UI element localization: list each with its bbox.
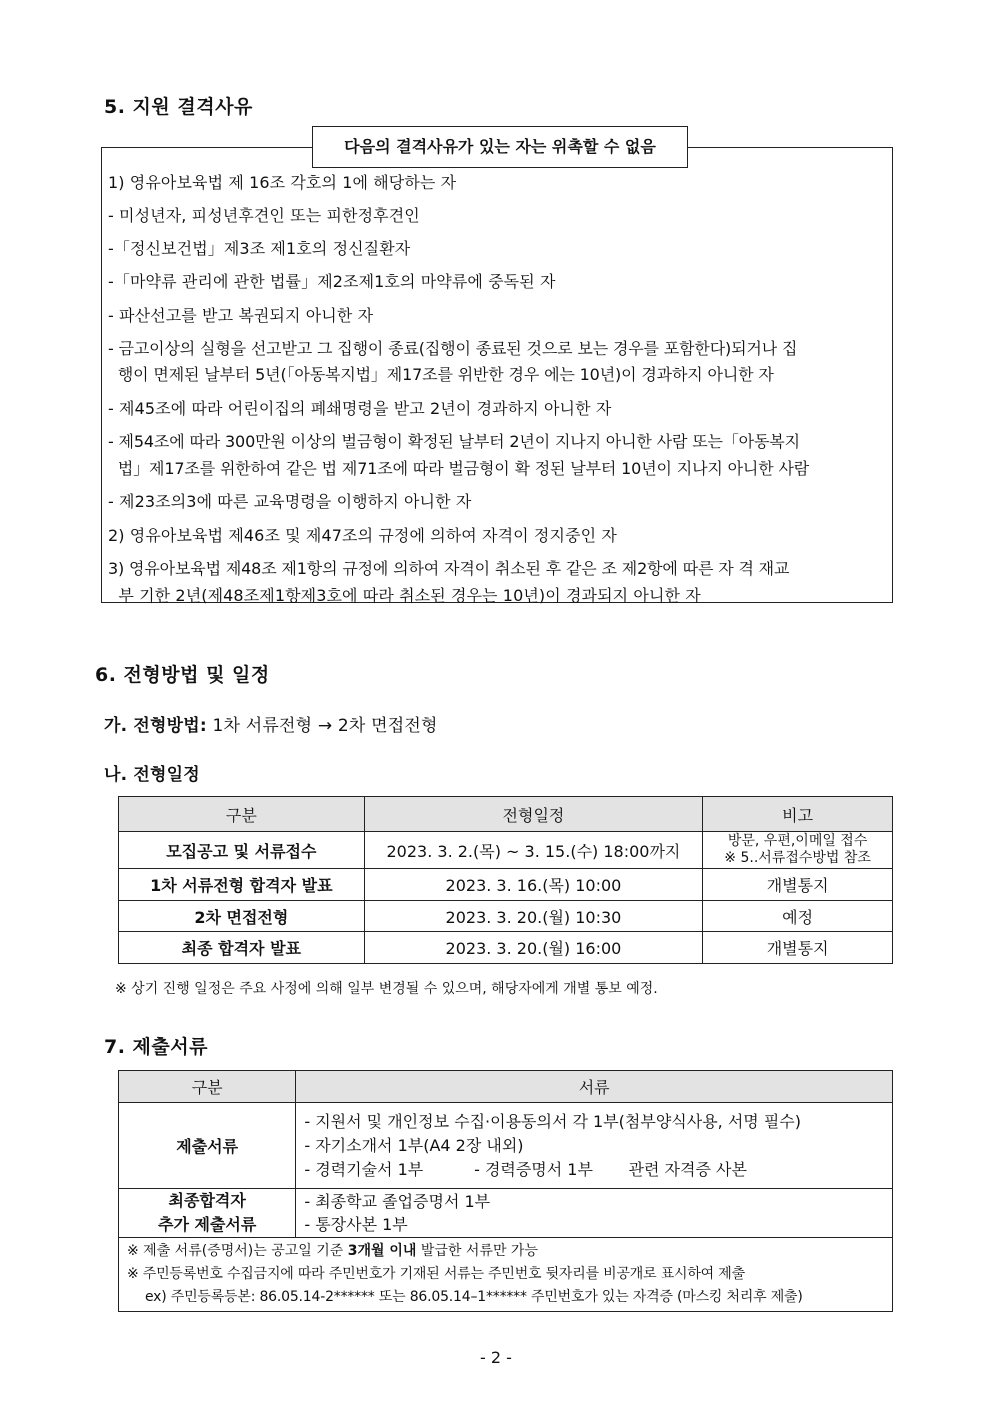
selection-method [104, 711, 438, 736]
documents-item: - 경력기술서 1부 - 경력증명서 1부 관련 자격증 사본 [304, 1159, 747, 1179]
disqualification-line: 행이 면제된 날부터 5년(「아동복지법」제17조를 위반한 경우 에는 10년)이 경과하지 아니한 자 [108, 365, 774, 384]
documents-note: ex) 주민등록등본: 86.05.14-2****** 또는 86.05.14–1****** 주민번호가 있는 자격증 (마스킹 처리후 제출) [145, 1289, 803, 1305]
documents-note: ※ 주민등록번호 수집금지에 따라 주민번호가 기재된 서류는 주민번호 뒷자리를 비공개로 표시하여 제출 [127, 1266, 745, 1282]
documents-header-row [119, 1071, 893, 1103]
schedule-note-line: 방문, 우편,이메일 접수 [727, 833, 868, 849]
page-number: - 2 - [480, 1348, 512, 1367]
schedule-note: 예정 [703, 901, 893, 932]
disqualification-box-title: 다음의 결격사유가 있는 자는 위촉할 수 없음 [312, 126, 688, 168]
disqualification-line: - 파산선고를 받고 복권되지 아니한 자 [108, 306, 374, 325]
disqualification-line: - 미성년자, 피성년후견인 또는 피한정후견인 [108, 206, 420, 225]
documents-header-cell: 서류 [296, 1071, 893, 1103]
documents-list [296, 1189, 893, 1238]
disqualification-line: - 제54조에 따라 300만원 이상의 벌금형이 확정된 날부터 2년이 지나지 아니한 사람 또는「아동복지 [108, 432, 800, 451]
documents-row [119, 1103, 893, 1189]
section6-heading: 6. 전형방법 및 일정 [95, 664, 270, 686]
documents-notes [119, 1238, 893, 1312]
documents-item: - 자기소개서 1부(A4 2장 내외) [304, 1135, 524, 1155]
documents-category: 제출서류 [119, 1103, 296, 1189]
documents-item: - 통장사본 1부 [304, 1215, 408, 1234]
section7-heading: 7. 제출서류 [104, 1036, 208, 1058]
disqualification-line: - 금고이상의 실형을 선고받고 그 집행이 종료(집행이 종료된 것으로 보는 경우를 포함한다)되거나 집 [108, 339, 798, 358]
schedule-header-cell: 전형일정 [364, 797, 703, 832]
schedule-date: 2023. 3. 20.(월) 10:30 [364, 901, 703, 932]
documents-note-text: ※ 제출 서류(증명서)는 공고일 기준 [127, 1243, 348, 1259]
documents-note-emphasis: 3개월 이내 [347, 1243, 417, 1259]
documents-table [118, 1070, 893, 1312]
schedule-header-row [119, 797, 893, 832]
schedule-label: 나. 전형일정 [104, 765, 200, 785]
schedule-table [118, 796, 893, 964]
disqualification-line: -「정신보건법」제3조 제1호의 정신질환자 [108, 239, 411, 258]
schedule-header-cell: 비고 [703, 797, 893, 832]
schedule-footnote: ※ 상기 진행 일정은 주요 사정에 의해 일부 변경될 수 있으며, 해당자에게 개별 통보 예정. [115, 981, 658, 997]
disqualification-line: 2) 영유아보육법 제46조 및 제47조의 규정에 의하여 자격이 정지중인 자 [108, 526, 617, 545]
disqualification-line: - 제45조에 따라 어린이집의 폐쇄명령을 받고 2년이 경과하지 아니한 자 [108, 399, 612, 418]
documents-notes-row [119, 1238, 893, 1312]
schedule-date: 2023. 3. 16.(목) 10:00 [364, 869, 703, 901]
documents-category-line: 최종합격자 [168, 1191, 246, 1210]
schedule-row [119, 832, 893, 869]
schedule-stage: 모집공고 및 서류접수 [119, 832, 365, 869]
schedule-note-line: ※ 5..서류접수방법 참조 [724, 850, 871, 866]
disqualification-line: - 제23조의3에 따른 교육명령을 이행하지 아니한 자 [108, 492, 472, 511]
documents-header-cell: 구분 [119, 1071, 296, 1103]
schedule-stage: 1차 서류전형 합격자 발표 [119, 869, 365, 901]
schedule-row [119, 901, 893, 932]
schedule-row [119, 869, 893, 901]
schedule-note: 개별통지 [703, 932, 893, 964]
selection-method-text: 1차 서류전형 → 2차 면접전형 [212, 716, 438, 736]
disqualification-line: 1) 영유아보육법 제 16조 각호의 1에 해당하는 자 [108, 173, 457, 192]
documents-row [119, 1189, 893, 1238]
schedule-note [703, 832, 893, 869]
schedule-date: 2023. 3. 20.(월) 16:00 [364, 932, 703, 964]
schedule-stage: 최종 합격자 발표 [119, 932, 365, 964]
disqualification-line: -「마약류 관리에 관한 법률」제2조제1호의 마약류에 중독된 자 [108, 272, 556, 291]
documents-item: - 최종학교 졸업증명서 1부 [304, 1192, 491, 1211]
schedule-row [119, 932, 893, 964]
documents-list [296, 1103, 893, 1189]
disqualification-line: 법」제17조를 위한하여 같은 법 제71조에 따라 벌금형이 확 정된 날부터 10년이 지나지 아니한 사람 [108, 459, 810, 478]
disqualification-line: 3) 영유아보육법 제48조 제1항의 규정에 의하여 자격이 취소된 후 같은 조 제2항에 따른 자 격 재교 [108, 559, 790, 578]
schedule-date: 2023. 3. 2.(목) ~ 3. 15.(수) 18:00까지 [364, 832, 703, 869]
disqualification-line: 부 기한 2년(제48조제1항제3호에 따라 취소된 경우는 10년)이 경과되지 아니한 자 [108, 586, 701, 605]
documents-category-line: 추가 제출서류 [158, 1215, 257, 1234]
section5-heading: 5. 지원 결격사유 [104, 96, 253, 118]
documents-category [119, 1189, 296, 1238]
schedule-note: 개별통지 [703, 869, 893, 901]
documents-note-text: 발급한 서류만 가능 [416, 1243, 538, 1259]
documents-note [127, 1240, 892, 1263]
schedule-stage: 2차 면접전형 [119, 901, 365, 932]
selection-method-label: 가. 전형방법: [104, 716, 207, 736]
documents-item: - 지원서 및 개인정보 수집·이용동의서 각 1부(첨부양식사용, 서명 필수) [304, 1111, 801, 1131]
schedule-header-cell: 구분 [119, 797, 365, 832]
